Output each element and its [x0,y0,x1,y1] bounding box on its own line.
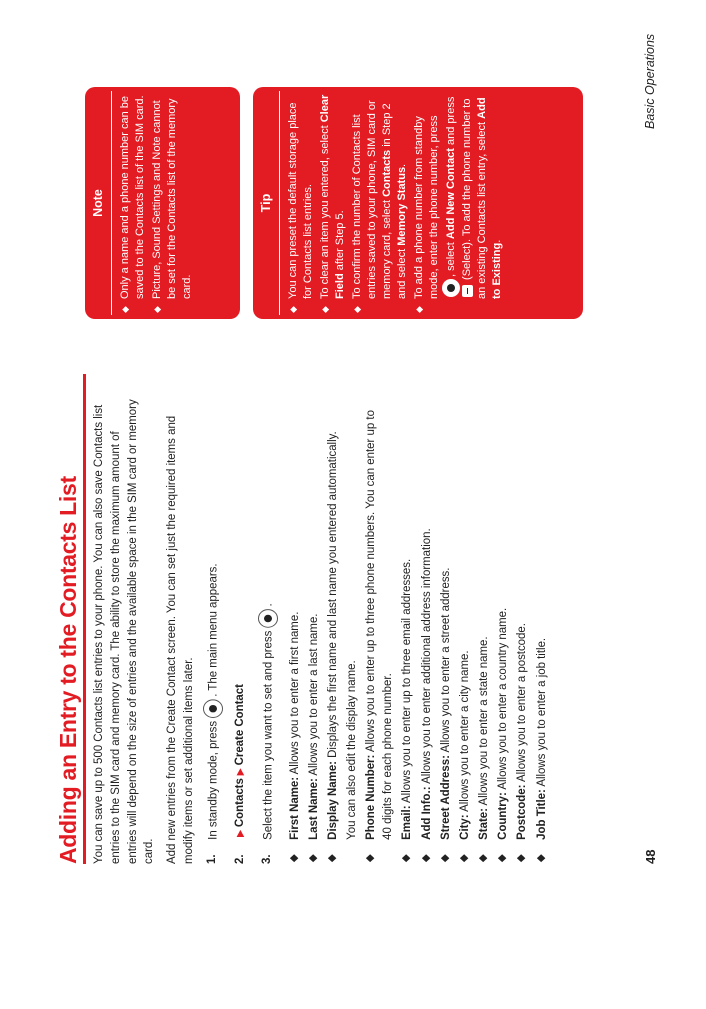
diamond-bullet-icon: ◆ [419,854,432,863]
field-label: Display Name: [324,761,339,840]
section-name: Basic Operations [643,33,657,129]
field-label: Street Address: [437,755,452,840]
list-item [456,399,473,864]
list-item [418,399,435,864]
diamond-bullet-icon: ◆ [534,854,547,863]
field-label: Add Info.: [418,786,433,840]
field-description: Allows you to enter a last name. [305,613,320,779]
tip-bold-term: Add New Contact [444,148,457,240]
tip-bold-term: Clear Field [319,94,346,299]
tip-text: You can preset the default storage place for Contacts list entries. [287,102,314,299]
note-text: Picture, Sound Settings and Note cannot be set for the Contacts list of the memory card. [151,98,193,299]
tip-text: after Step 5. [334,210,346,274]
list-item [118,93,148,313]
intro-paragraph-2: Add new entries from the Create Contact screen. You can set just the required items and modify items or set additional items later. [164,415,195,864]
diamond-bullet-icon: ◆ [152,306,162,313]
tip-text: . [396,163,408,167]
page-number: 48 [643,849,658,864]
list-item [305,399,322,864]
tip-bold-term: Add to Existing [476,97,503,299]
triangle-right-icon: ▶ [234,829,246,838]
tip-text: and press [444,96,457,149]
diamond-bullet-icon: ◆ [352,306,362,313]
list-item [150,93,195,313]
list-item [398,399,415,864]
tip-bold-term: Memory Status [396,166,408,246]
step-2 [231,399,250,864]
list-item [324,399,341,864]
tip-text: in Step 2 and select [381,103,408,299]
display-name-note: You can also edit the display name. [344,660,359,840]
step-number: 1. [203,854,218,864]
field-description: Allows you to enter a job title. [533,637,548,790]
soft-key-icon [462,285,473,297]
list-item [343,399,360,864]
list-item [513,399,530,864]
field-description: Allows you to enter a first name. [286,611,301,777]
tip-text: (Select). To add the phone number to an existing Contacts list entry, select [461,98,488,299]
center-key-icon [203,700,223,719]
center-key-icon [258,609,278,628]
triangle-right-icon: ▶ [234,768,246,776]
tip-text: To clear an item you entered, select [319,122,331,299]
main-content [90,399,552,864]
field-description: Displays the first name and last name you entered automatically. [324,431,339,762]
field-label: Country: [495,792,510,840]
step-3 [258,399,278,864]
intro-paragraph-1: You can save up to 500 Contacts list entries to your phone. You can also save Contacts list entries to the SIM card and memory card. The ability to store the maximum amount of entries will depend on the size of entries and the available space in the SIM card or memory card. [91,399,156,864]
tip-divider [279,91,280,315]
step-3-text: Select the item you want to set and press [259,630,274,840]
field-label: First Name: [286,776,301,840]
step-1-text-after: . The main menu appears. [205,563,220,697]
step-1 [203,399,223,864]
field-description: Allows you to enter a state name. [476,636,491,809]
diamond-bullet-icon: ◆ [288,306,298,313]
tip-box [253,87,583,319]
list-item [318,93,348,313]
field-label: State: [476,808,491,840]
list-item [437,399,454,864]
tip-text: To add a phone number from standby mode, enter the phone number, press [413,115,440,299]
diamond-bullet-icon: ◆ [515,854,528,863]
step-number: 2. [231,854,246,864]
step-3-text-after: . [259,603,274,607]
field-description: Allows you to enter a city name. [456,650,471,815]
field-label: Postcode: [514,784,529,840]
tip-bold-term: Contacts [381,149,393,197]
list-item [286,93,316,313]
diamond-bullet-icon: ◆ [320,306,330,313]
list-item [350,93,410,313]
menu-create-contact: Create Contact [231,684,246,766]
field-description: Allows you to enter up to three email addresses. [399,558,414,806]
field-description: Allows you to enter a country name. [495,607,510,793]
diamond-bullet-icon: ◆ [364,854,377,863]
note-box [85,87,240,319]
diamond-bullet-icon: ◆ [120,306,130,313]
diamond-bullet-icon: ◆ [325,854,338,863]
note-heading: Note [91,189,105,217]
step-number: 3. [258,854,273,864]
field-list [286,399,550,864]
diamond-bullet-icon: ◆ [306,854,319,863]
note-text: Only a name and a phone number can be saved to the Contacts list of the SIM card. [119,95,146,299]
diamond-bullet-icon: ◆ [457,854,470,863]
step-1-text: In standby mode, press [205,720,220,840]
list-item [494,399,511,864]
tip-text: , select [444,239,457,277]
diamond-bullet-icon: ◆ [496,854,509,863]
menu-contacts: Contacts [231,778,246,828]
list-item [286,399,303,864]
field-label: Phone Number: [363,754,378,840]
diamond-bullet-icon: ◆ [414,306,424,313]
field-label: Last Name: [305,778,320,840]
field-label: Email: [399,805,414,840]
tip-text: To confirm the number of Contacts list entries saved to your phone, SIM card or memory card, select [351,100,393,299]
field-description: Allows you to enter up to three phone numbers. You can enter up to 40 digits for each phone number. [363,410,395,840]
tip-text: . [491,239,503,243]
field-label: City: [456,814,471,840]
list-item [475,399,492,864]
title-underline [83,374,86,864]
diamond-bullet-icon: ◆ [287,854,300,863]
list-item [412,93,505,313]
tip-heading: Tip [259,193,273,213]
diamond-bullet-icon: ◆ [477,854,490,863]
diamond-bullet-icon: ◆ [438,854,451,863]
field-label: Job Title: [533,789,548,840]
list-item [362,399,396,864]
list-item [533,399,550,864]
field-description: Allows you to enter additional address information. [418,528,433,787]
note-divider [111,91,112,315]
field-description: Allows you to enter a postcode. [514,623,529,785]
field-description: Allows you to enter a street address. [437,567,452,756]
center-key-icon [442,279,460,297]
diamond-bullet-icon: ◆ [400,854,413,863]
page-title: Adding an Entry to the Contacts List [55,476,81,864]
